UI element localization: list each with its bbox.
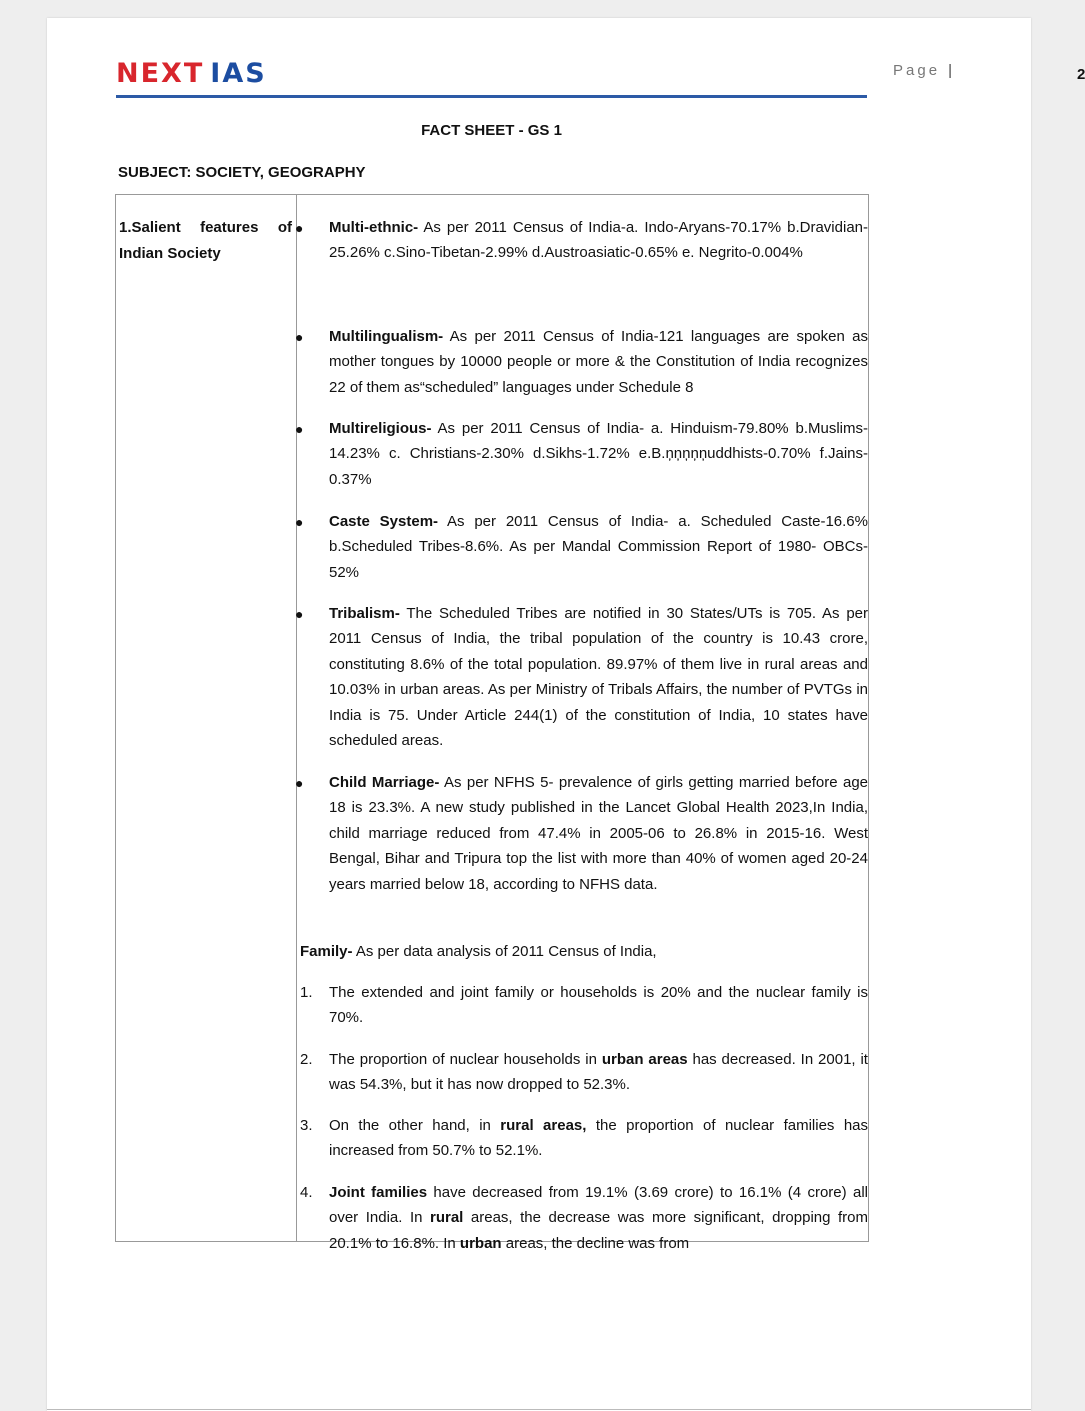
list-number: 2. [300,1051,313,1068]
bullet-heading: Multi-ethnic- [329,219,419,236]
bullet-item [329,770,868,897]
header-rule [116,95,867,98]
list-number: 4. [300,1184,313,1201]
list-number: 1. [300,984,313,1001]
emphasis-text: urban areas [601,1051,688,1068]
page-bottom-edge [47,1409,1031,1410]
topic-line-2: Indian Society [119,245,221,262]
family-heading: Family- [300,943,353,960]
item-text: have decreased from 19.1% (3.69 crore) to 16.1% (4 crore) all over India. In [329,1184,869,1227]
topic-word: of [277,219,292,236]
numbered-item [329,1180,868,1256]
bullet-item [329,601,868,753]
bullet-icon: ● [295,514,304,530]
topic-line-1 [119,215,295,241]
bullet-icon: ● [295,220,304,236]
bullet-heading: Tribalism- [329,605,400,622]
emphasis-text: urban [459,1234,502,1252]
bullet-icon: ● [295,329,304,345]
logo-ias: IAS [210,58,267,89]
numbered-item [329,1047,868,1098]
bullet-icon: ● [295,421,304,437]
page-separator: | [948,62,955,79]
emphasis-text: Joint families [329,1184,428,1201]
bullet-heading: Caste System- [329,513,439,530]
bullet-item [329,416,868,492]
bullet-text: The Scheduled Tribes are notified in 30 States/UTs is 705. As per 2011 Census of India, the tribal population of the country is 10.43 crore, constituting 8.6% of the total population. 89.97% of them live in rural areas and 10.03% in urban areas. As per Ministry of Tribals Affairs, the number of PVTGs in India is 75. Under Article 244(1) of the constitution of India, 10 states have scheduled areas. [329,605,868,750]
logo-next: NEXT [116,58,205,89]
bullet-text: As per NFHS 5- prevalence of girls getting married before age 18 is 23.3%. A new study published in the Lancet Global Health 2023,In India, child marriage reduced from 47.4% in 2005-06 to 26.8% in 2015-16. West Bengal, Bihar and Tripura top the list with more than 40% of women aged 20-24 years married below 18, according to NFHS data. [329,774,869,893]
list-number: 3. [300,1117,313,1134]
page-word: Page [893,62,941,79]
topic-word: features [200,219,259,236]
numbered-item [329,1113,868,1164]
page-indicator [893,62,1085,83]
family-intro [300,939,860,964]
numbered-item [329,980,868,1031]
bullet-heading: Child Marriage- [329,774,440,791]
item-text: areas, the decrease was more significant, dropping from 20.1% to 16.8%. In [329,1209,868,1252]
next-ias-logo [116,60,267,88]
item-text: The proportion of nuclear households in [329,1051,602,1068]
emphasis-text: rural [430,1209,464,1227]
topic-word: 1.Salient [119,219,181,236]
bullet-item [329,509,868,585]
bullet-icon: ● [295,606,304,622]
bullet-heading: Multilingualism- [329,328,444,345]
bullet-icon: ● [295,775,304,791]
bullet-item [329,324,868,400]
bullet-heading: Multireligious- [329,420,432,437]
item-text: has decreased. In 2001, it was 54.3%, but it has now dropped to 52.3%. [329,1051,868,1094]
bullet-text: As per 2011 Census of India- a. Scheduled Caste-16.6% b.Scheduled Tribes-8.6%. As per Mandal Commission Report of 1980- OBCs-52% [329,513,868,581]
bullet-text: As per 2011 Census of India-a. Indo-Aryans-70.17% b.Dravidian-25.26% c.Sino-Tibetan-2.99% d.Austroasiatic-0.65% e. Negrito-0.004% [329,219,868,262]
item-text: areas, the decline was from [501,1234,690,1252]
column-divider [296,195,297,1241]
bullet-text: As per 2011 Census of India-121 languages are spoken as mother tongues by 10000 people or more & the Constitution of India recognizes 22 of them as“scheduled” languages under Schedule 8 [329,328,868,396]
item-text: The extended and joint family or households is 20% and the nuclear family is 70%. [329,984,868,1027]
item-text: On the other hand, in [329,1117,501,1134]
bullet-text: As per 2011 Census of India- a. Hinduism-79.80% b.Muslims-14.23% c. Christians-2.30% d.Sikhs-1.72% e.B.ņņņņņuddhists-0.70% f.Jains-0.37% [329,420,868,488]
item-text: the proportion of nuclear families has increased from 50.7% to 52.1%. [329,1117,869,1160]
fact-table [115,194,869,1252]
family-text: As per data analysis of 2011 Census of India, [352,943,657,960]
subject-line: SUBJECT: SOCIETY, GEOGRAPHY [118,164,366,181]
emphasis-text: rural areas, [500,1117,587,1134]
topic-cell [119,215,295,267]
page-number: 2 [1077,66,1085,83]
bullet-item [329,215,868,266]
document-title: FACT SHEET - GS 1 [421,122,562,139]
